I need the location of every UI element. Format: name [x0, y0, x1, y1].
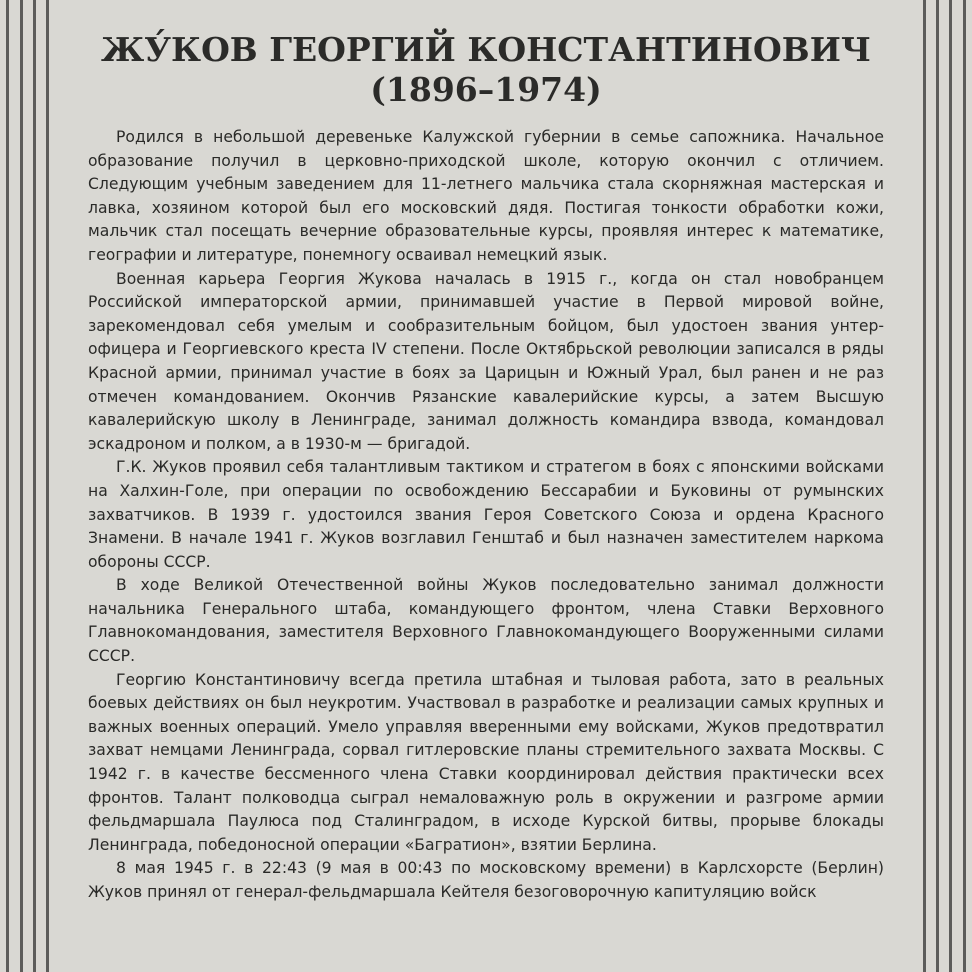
- stripe: [923, 0, 926, 972]
- paragraph-capitulation: 8 мая 1945 г. в 22:43 (9 мая в 00:43 по московскому времени) в Карлсхорсте (Берлин) Жуков принял от генерал-фельдмаршала Кейтеля безоговорочную капитуляцию войск: [88, 859, 884, 901]
- stripe: [46, 0, 49, 972]
- stripe: [936, 0, 939, 972]
- paragraph-military-career: Военная карьера Георгия Жукова началась в 1915 г., когда он стал новобранцем Российской императорской армии, принимавшей участие в Первой мировой войне, зарекомендовал себя умелым и сообразительным бойцом, был удостоен звания унтер-офицера и Георгиевского креста IV степени. После Октябрьской революции записался в ряды Красной армии, принимал участие в боях за Царицын и Южный Урал, был ранен и не раз отмечен командованием. Окончив Рязанские кавалерийские курсы, а затем Высшую кавалерийскую школу в Ленинграде, занимал должность командира взвода, командовал эскадроном и полком, а в 1930-м — бригадой.: [88, 269, 884, 453]
- document-title: ЖУ́КОВ ГЕОРГИЙ КОНСТАНТИНОВИЧ: [100, 30, 872, 69]
- stripe: [20, 0, 23, 972]
- paragraph-khalkhin-gol: Г.К. Жуков проявил себя талантливым тактиком и стратегом в боях с японскими войсками на Халхин-Голе, при операции по освобождению Бессарабии и Буковины от румынских захватчиков. В 1939 г. удостоился звания Героя Советского Союза и ордена Красного Знамени. В начале 1941 г. Жуков возглавил Генштаб и был назначен заместителем наркома обороны СССР.: [88, 458, 884, 571]
- left-decorative-stripes: [0, 0, 62, 972]
- life-years: (1896–1974): [370, 70, 602, 109]
- stripe: [33, 0, 36, 972]
- stripe: [6, 0, 9, 972]
- paragraph-great-patriotic-war: В ходе Великой Отечественной войны Жуков последовательно занимал должности начальника Генерального штаба, командующего фронтом, члена Ставки Верховного Главнокомандования, заместителя Верховного Главнокомандующего Вооруженными силами СССР.: [88, 576, 884, 666]
- document-page: [88, 0, 884, 972]
- paragraph-early-life: Родился в небольшой деревеньке Калужской губернии в семье сапожника. Начальное образование получил в церковно-приходской школе, которую окончил с отличием. Следующим учебным заведением для 11-летнего мальчика стала скорняжная мастерская и лавка, хозяином которой был его московский дядя. Постигая тонкости обработки кожи, мальчик стал посещать вечерние образовательные курсы, проявляя интерес к математике, географии и литературе, понемногу осваивал немецкий язык.: [88, 128, 884, 264]
- stripe: [949, 0, 952, 972]
- stripe: [963, 0, 966, 972]
- right-decorative-stripes: [910, 0, 972, 972]
- paragraph-operations: Георгию Константиновичу всегда претила штабная и тыловая работа, зато в реальных боевых действиях он был неукротим. Участвовал в разработке и реализации самых крупных и важных военных операций. Умело управляя вверенными ему войсками, Жуков предотвратил захват немцами Ленинграда, сорвал гитлеровские планы стремительного захвата Москвы. С 1942 г. в качестве бессменного члена Ставки координировал действия практически всех фронтов. Талант полководца сыграл немаловажную роль в окружении и разгроме армии фельдмаршала Паулюса под Сталинградом, в исходе Курской битвы, прорыве блокады Ленинграда, победоносной операции «Багратион», взятии Берлина.: [88, 670, 884, 854]
- biography-text: [88, 126, 884, 905]
